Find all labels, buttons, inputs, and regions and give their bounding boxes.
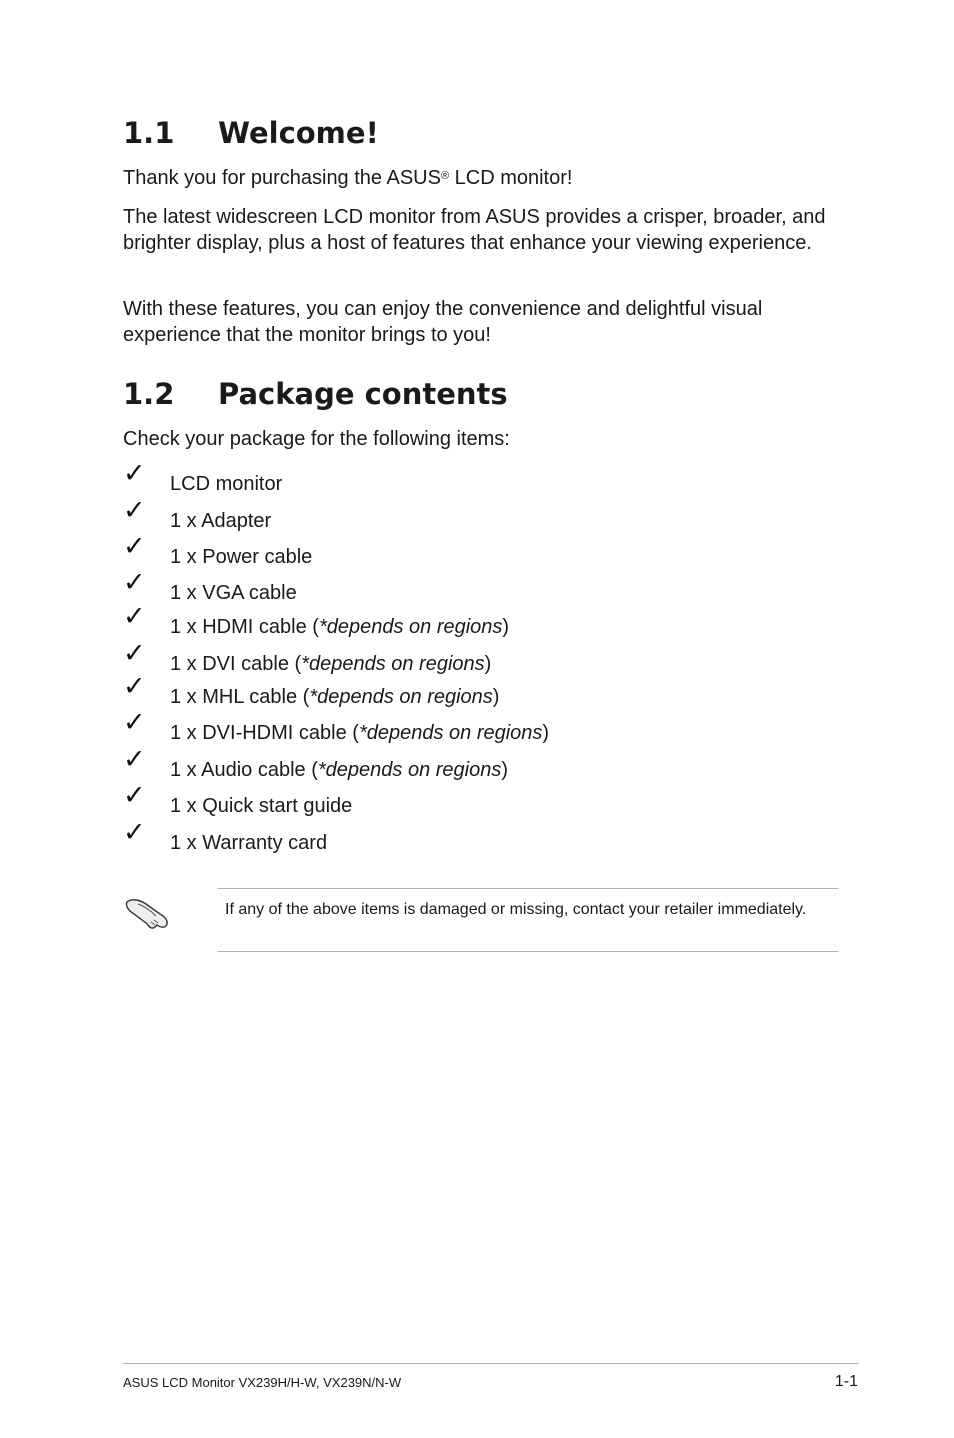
list-item-text: [170, 509, 271, 533]
note-text: If any of the above items is damaged or missing, contact your retailer immediately.: [225, 901, 807, 918]
intro-text: Thank you for purchasing the ASUS: [123, 167, 441, 189]
registered-mark: ®: [440, 170, 450, 182]
region-note: *depends on regions: [318, 616, 503, 638]
checkmark-icon: ✓: [123, 744, 146, 775]
note-bottom-rule: [218, 951, 838, 952]
intro-text-end: LCD monitor!: [449, 167, 573, 189]
item-suffix: ): [492, 686, 500, 708]
section-2-number: 1.2: [123, 377, 175, 411]
checkmark-icon: ✓: [123, 707, 146, 738]
list-item-text: [170, 652, 491, 676]
checkmark-icon: ✓: [123, 601, 146, 632]
list-item-text: [170, 472, 282, 496]
section-1-heading: [123, 116, 379, 150]
checkmark-icon: ✓: [123, 531, 146, 562]
list-item: [123, 531, 723, 575]
list-item: [123, 638, 723, 682]
features-paragraph: With these features, you can enjoy the convenience and delightful visual experience that the monitor brings to you!: [123, 298, 763, 346]
list-item-text: [170, 685, 499, 709]
checkmark-icon: ✓: [123, 780, 146, 811]
note-hand-icon: [124, 892, 172, 932]
list-item-text: [170, 581, 297, 605]
section-2-title: Package contents: [218, 377, 508, 411]
item-suffix: ): [501, 759, 509, 781]
list-item-text: [170, 545, 312, 569]
item-suffix: ): [484, 653, 492, 675]
list-item-text: [170, 831, 327, 855]
item-label: 1 x MHL cable (: [170, 686, 310, 708]
checkmark-icon: ✓: [123, 817, 146, 848]
package-intro: Check your package for the following items:: [123, 428, 510, 450]
checkmark-icon: ✓: [123, 495, 146, 526]
checkmark-icon: ✓: [123, 671, 146, 702]
list-item: [123, 601, 723, 645]
list-item-text: [170, 615, 509, 639]
list-item-text: [170, 758, 508, 782]
section-1-number: 1.1: [123, 116, 175, 150]
item-suffix: ): [542, 722, 550, 744]
item-label: 1 x Power cable: [170, 546, 313, 568]
list-item-text: [170, 721, 549, 745]
list-item: [123, 780, 723, 824]
item-suffix: ): [502, 616, 510, 638]
region-note: *depends on regions: [301, 653, 485, 675]
list-item: [123, 707, 723, 751]
item-label: 1 x Adapter: [170, 510, 272, 532]
list-item: [123, 458, 723, 502]
section-1-title: Welcome!: [218, 116, 379, 150]
item-label: 1 x Quick start guide: [170, 795, 353, 817]
item-label: LCD monitor: [170, 473, 283, 495]
description-paragraph: The latest widescreen LCD monitor from ASUS provides a crisper, broader, and brighter display, plus a host of features that enhance your viewing experience.: [123, 206, 826, 254]
item-label: 1 x HDMI cable (: [170, 616, 319, 638]
thank-you-paragraph: [123, 165, 843, 191]
list-item: [123, 671, 723, 715]
checkmark-icon: ✓: [123, 458, 146, 489]
checkmark-icon: ✓: [123, 567, 146, 598]
region-note: *depends on regions: [317, 759, 502, 781]
region-note: *depends on regions: [309, 686, 493, 708]
list-item: [123, 744, 723, 788]
note-top-rule: [218, 888, 838, 889]
item-label: 1 x DVI-HDMI cable (: [170, 722, 359, 744]
footer-rule: [123, 1363, 859, 1364]
page-number: 1-1: [834, 1373, 858, 1390]
item-label: 1 x VGA cable: [170, 582, 297, 604]
list-item: [123, 817, 723, 861]
checkmark-icon: ✓: [123, 638, 146, 669]
item-label: 1 x Audio cable (: [170, 759, 318, 781]
item-label: 1 x Warranty card: [170, 832, 328, 854]
list-item: [123, 495, 723, 539]
section-2-heading: [123, 377, 508, 411]
region-note: *depends on regions: [358, 722, 543, 744]
list-item: [123, 567, 723, 611]
item-label: 1 x DVI cable (: [170, 653, 302, 675]
list-item-text: [170, 794, 352, 818]
footer-title: ASUS LCD Monitor VX239H/H-W, VX239N/N-W: [123, 1375, 402, 1390]
